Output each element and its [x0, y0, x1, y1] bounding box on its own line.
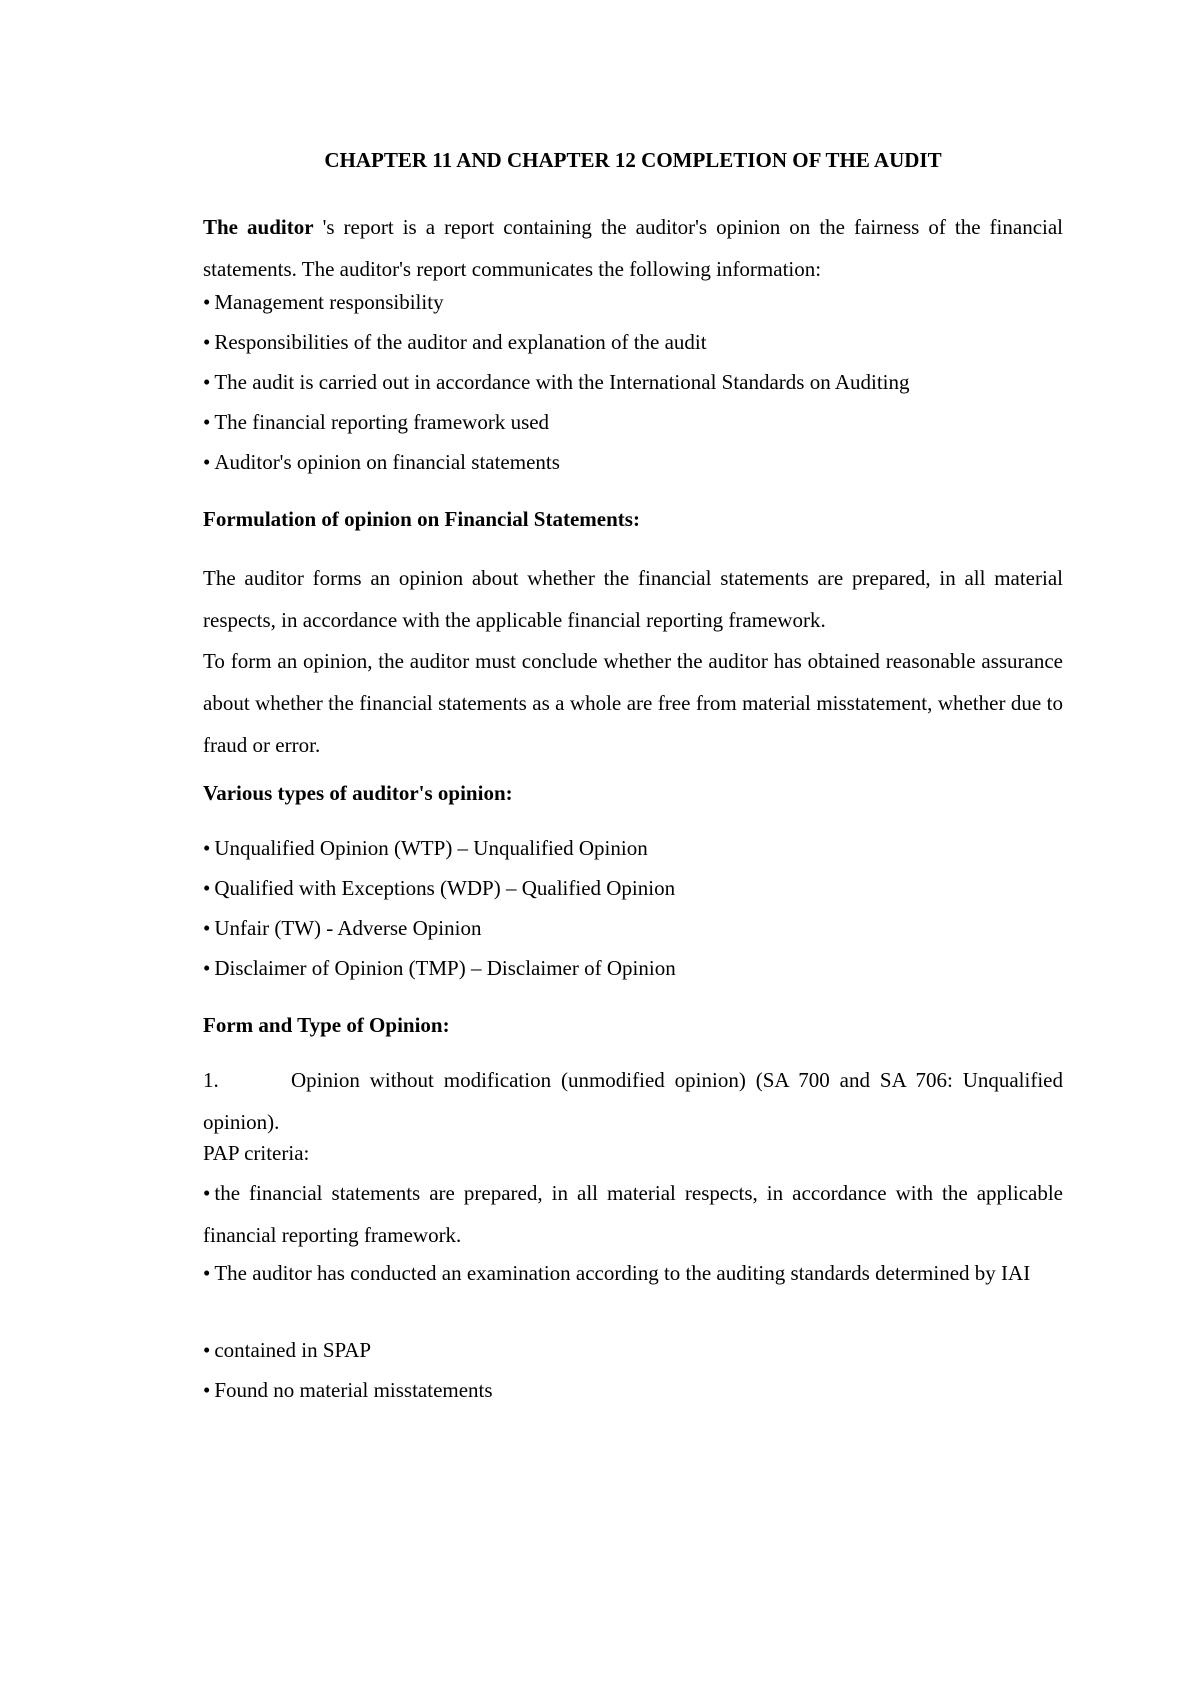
criteria-bullet-item [203, 1252, 1063, 1294]
intro-text: 's report is a report containing the auditor's opinion on the fairness of the financial statements. The auditor's report communicates the following information: [203, 215, 1064, 281]
criteria-bullet-item [203, 1333, 1063, 1367]
intro-bullet-item [203, 285, 1063, 319]
bullet-icon: • [203, 836, 211, 860]
bullet-icon: • [203, 916, 211, 940]
criteria-bullet-item [203, 1172, 1063, 1256]
bullet-text: The audit is carried out in accordance with the International Standards on Auditing [214, 370, 910, 394]
bullet-text: The financial reporting framework used [214, 410, 550, 434]
criteria-bullet-item [203, 1373, 1063, 1407]
numbered-item [203, 1059, 1063, 1143]
bullet-icon: • [203, 876, 211, 900]
intro-bullet-item [203, 325, 1063, 359]
bullet-icon: • [203, 330, 211, 354]
bullet-text: The auditor has conducted an examination according to the auditing standards determined by IAI [214, 1261, 1031, 1285]
intro-bullet-item [203, 445, 1063, 479]
bullet-icon: • [203, 410, 211, 434]
bullet-text: Qualified with Exceptions (WDP) – Qualified Opinion [214, 876, 676, 900]
bullet-text: Management responsibility [214, 290, 444, 314]
item-number: 1. [203, 1068, 219, 1092]
opinion-type-item [203, 951, 1063, 985]
section-heading-opinion-types: Various types of auditor's opinion: [203, 781, 513, 805]
opinion-type-item [203, 831, 1063, 865]
bullet-icon: • [203, 370, 211, 394]
formulation-paragraph-2: To form an opinion, the auditor must conclude whether the auditor has obtained reasonable assurance about whether the financial statements as a whole are free from material misstatement, whether due to fraud or error. [203, 649, 1063, 757]
bullet-icon: • [203, 290, 211, 314]
page-title: CHAPTER 11 AND CHAPTER 12 COMPLETION OF THE AUDIT [324, 148, 942, 172]
bullet-text: the financial statements are prepared, in all material respects, in accordance with the applicable financial reporting framework. [203, 1181, 1063, 1247]
bullet-icon: • [203, 1261, 211, 1285]
bullet-icon: • [203, 1338, 211, 1362]
intro-bullet-item [203, 405, 1063, 439]
bullet-text: Disclaimer of Opinion (TMP) – Disclaimer of Opinion [214, 956, 676, 980]
bullet-icon: • [203, 450, 211, 474]
bullet-icon: • [203, 1181, 211, 1205]
opinion-type-item [203, 911, 1063, 945]
bullet-text: Unqualified Opinion (WTP) – Unqualified Opinion [214, 836, 648, 860]
opinion-type-item [203, 871, 1063, 905]
section-heading-formulation: Formulation of opinion on Financial Statements: [203, 507, 640, 531]
intro-paragraph [203, 206, 1063, 290]
bullet-text: Unfair (TW) - Adverse Opinion [214, 916, 482, 940]
bullet-text: Responsibilities of the auditor and explanation of the audit [214, 330, 707, 354]
bullet-text: Found no material misstatements [214, 1378, 493, 1402]
criteria-label: PAP criteria: [203, 1141, 310, 1165]
item-text: Opinion without modification (unmodified opinion) (SA 700 and SA 706: Unqualified opinion). [203, 1068, 1063, 1134]
bullet-text: contained in SPAP [214, 1338, 372, 1362]
bullet-text: Auditor's opinion on financial statements [214, 450, 560, 474]
bullet-icon: • [203, 956, 211, 980]
intro-bullet-item [203, 365, 1063, 399]
formulation-paragraph-1: The auditor forms an opinion about whether the financial statements are prepared, in all material respects, in accordance with the applicable financial reporting framework. [203, 566, 1063, 632]
intro-bold-lead: The auditor [203, 215, 314, 239]
bullet-icon: • [203, 1378, 211, 1402]
section-heading-form-type: Form and Type of Opinion: [203, 1013, 450, 1037]
